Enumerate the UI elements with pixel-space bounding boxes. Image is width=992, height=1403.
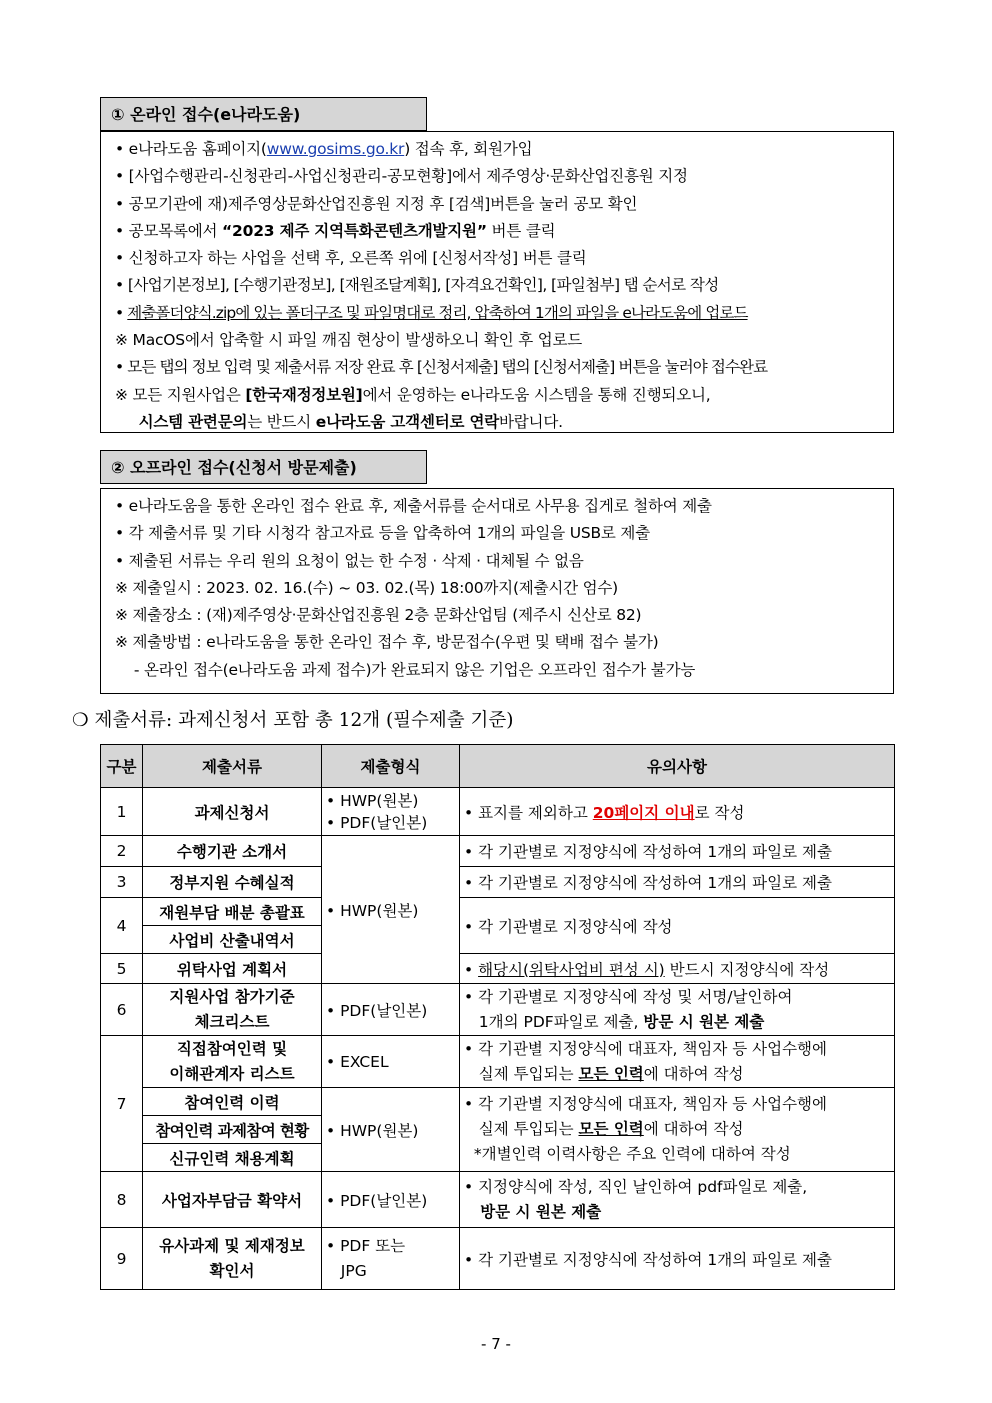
document-note: • 각 기관별로 지정양식에 작성 및 서명/날인하여 1개의 PDF파일로 제출, 방문 시 원본 제출	[460, 984, 895, 1036]
table-row	[101, 1036, 895, 1088]
table-row	[101, 1228, 895, 1290]
row-number: 9	[101, 1228, 143, 1290]
online-line-3: • 공모기관에 재)제주영상문화산업진흥원 지정 후 [검색]버튼을 눌러 공모 확인	[115, 194, 638, 213]
documents-heading: ❍ 제출서류: 과제신청서 포함 총 12개 (필수제출 기준)	[72, 710, 514, 731]
offline-section-box	[100, 488, 894, 694]
document-name: 지원사업 참가기준 체크리스트	[143, 984, 322, 1036]
table-row	[101, 954, 895, 984]
online-line-1: • e나라도움 홈페이지(www.gosims.go.kr) 접속 후, 회원가입	[115, 140, 533, 158]
table-row	[101, 836, 895, 867]
row-number: 5	[101, 954, 143, 984]
website-link[interactable]: www.gosims.go.kr	[266, 140, 405, 158]
document-format: • HWP(원본) • PDF(날인본)	[322, 788, 460, 836]
offline-line-1: • e나라도움을 통한 온라인 접수 완료 후, 제출서류를 순서대로 사무용 집게로 철하여 제출	[115, 497, 712, 515]
header-notes: 유의사항	[460, 745, 895, 788]
documents-table	[100, 744, 895, 1290]
row-number: 4	[101, 898, 143, 954]
offline-line-3: • 제출된 서류는 우리 원의 요청이 없는 한 수정 · 삭제 · 대체될 수 없음	[115, 551, 584, 570]
row-number: 2	[101, 836, 143, 867]
row-number: 8	[101, 1172, 143, 1228]
document-format: • HWP(원본)	[322, 836, 460, 984]
table-header-row	[101, 745, 895, 788]
row-number: 1	[101, 788, 143, 836]
document-note: • 각 기관별 지정양식에 대표자, 책임자 등 사업수행에 실제 투입되는 모든 인력에 대하여 작성	[460, 1036, 895, 1088]
online-line-2: • [사업수행관리-신청관리-사업신청관리-공모현황]에서 제주영상·문화산업진흥원 지정	[115, 167, 688, 186]
offline-line-4: ※ 제출일시 : 2023. 02. 16.(수) ~ 03. 02.(목) 18:00까지(제출시간 엄수)	[115, 578, 619, 597]
document-note: • 각 기관별로 지정양식에 작성하여 1개의 파일로 제출	[460, 1228, 895, 1290]
offline-line-2: • 각 제출서류 및 기타 시청각 참고자료 등을 압축하여 1개의 파일을 USB로 제출	[115, 524, 650, 543]
document-name: 사업자부담금 확약서	[143, 1172, 322, 1228]
header-format: 제출형식	[322, 745, 460, 788]
table-row	[101, 898, 895, 926]
online-line-4: • 공모목록에서 “2023 제주 지역특화콘텐츠개발지원” 버튼 클릭	[115, 221, 556, 240]
online-line-5: • 신청하고자 하는 사업을 선택 후, 오른쪽 위에 [신청서작성] 버튼 클릭	[115, 249, 587, 268]
document-format: • HWP(원본)	[322, 1088, 460, 1172]
document-format: • PDF(날인본)	[322, 984, 460, 1036]
document-note: • 각 기관별로 지정양식에 작성하여 1개의 파일로 제출	[460, 836, 895, 867]
online-line-9: • 모든 탭의 정보 입력 및 제출서류 저장 완료 후 [신청서제출] 탭의 [신청서제출] 버튼을 눌러야 접수완료	[115, 358, 768, 377]
online-line-10: ※ 모든 지원사업은 [한국재정정보원]에서 운영하는 e나라도움 시스템을 통해 진행되오니,	[115, 385, 711, 404]
offline-line-5: ※ 제출장소 : (재)제주영상·문화산업진흥원 2층 문화산업팀 (제주시 신산로 82)	[115, 606, 642, 625]
row-number: 3	[101, 867, 143, 898]
online-section-title: ① 온라인 접수(e나라도움)	[100, 97, 427, 131]
document-note: • 지정양식에 작성, 직인 날인하여 pdf파일로 제출, 방문 시 원본 제출	[460, 1172, 895, 1228]
table-row	[101, 867, 895, 898]
document-name: 수행기관 소개서	[143, 836, 322, 867]
header-document: 제출서류	[143, 745, 322, 788]
table-row	[101, 1172, 895, 1228]
header-category: 구분	[101, 745, 143, 788]
offline-line-7: - 온라인 접수(e나라도움 과제 접수)가 완료되지 않은 기업은 오프라인 접수가 불가능	[115, 660, 696, 679]
document-name: 유사과제 및 제재정보 확인서	[143, 1228, 322, 1290]
online-line-7: • 제출폴더양식.zip에 있는 폴더구조 및 파일명대로 정리, 압축하여 1개의 파일을 e나라도움에 업로드	[115, 303, 748, 322]
row-number: 6	[101, 984, 143, 1036]
online-line-11: 시스템 관련문의는 반드시 e나라도움 고객센터로 연락바랍니다.	[138, 412, 563, 431]
document-name: 재원부담 배분 총괄표	[143, 898, 322, 926]
document-name: 참여인력 과제참여 현황	[143, 1116, 322, 1144]
document-note: • 표지를 제외하고 20페이지 이내로 작성	[460, 788, 895, 836]
table-row	[101, 788, 895, 836]
offline-section-title: ② 오프라인 접수(신청서 방문제출)	[100, 450, 427, 484]
table-row	[101, 1088, 895, 1116]
offline-line-6: ※ 제출방법 : e나라도움을 통한 온라인 접수 후, 방문접수(우편 및 택배 접수 불가)	[115, 633, 659, 652]
document-name: 사업비 산출내역서	[143, 926, 322, 954]
row-number: 7	[101, 1036, 143, 1172]
document-note: • 각 기관별 지정양식에 대표자, 책임자 등 사업수행에 실제 투입되는 모든 인력에 대하여 작성 *개별인력 이력사항은 주요 인력에 대하여 작성	[460, 1088, 895, 1172]
document-name: 신규인력 채용계획	[143, 1144, 322, 1172]
document-name: 위탁사업 계획서	[143, 954, 322, 984]
document-name: 참여인력 이력	[143, 1088, 322, 1116]
document-note: • 각 기관별로 지정양식에 작성하여 1개의 파일로 제출	[460, 867, 895, 898]
document-name: 과제신청서	[143, 788, 322, 836]
table-row	[101, 984, 895, 1036]
document-name: 정부지원 수혜실적	[143, 867, 322, 898]
document-format: • PDF(날인본)	[322, 1172, 460, 1228]
online-line-6: • [사업기본정보], [수행기관정보], [재원조달계획], [자격요건확인], [파일첨부] 탭 순서로 작성	[115, 276, 719, 295]
online-section-box	[100, 131, 894, 433]
online-line-8: ※ MacOS에서 압축할 시 파일 깨짐 현상이 발생하오니 확인 후 업로드	[115, 331, 583, 350]
document-name: 직접참여인력 및 이해관계자 리스트	[143, 1036, 322, 1088]
document-format: • PDF 또는 JPG	[322, 1228, 460, 1290]
page-number: - 7 -	[481, 1335, 511, 1353]
document-format: • EXCEL	[322, 1036, 460, 1088]
document-note: • 해당시(위탁사업비 편성 시) 반드시 지정양식에 작성	[460, 954, 895, 984]
document-note: • 각 기관별로 지정양식에 작성	[460, 898, 895, 954]
